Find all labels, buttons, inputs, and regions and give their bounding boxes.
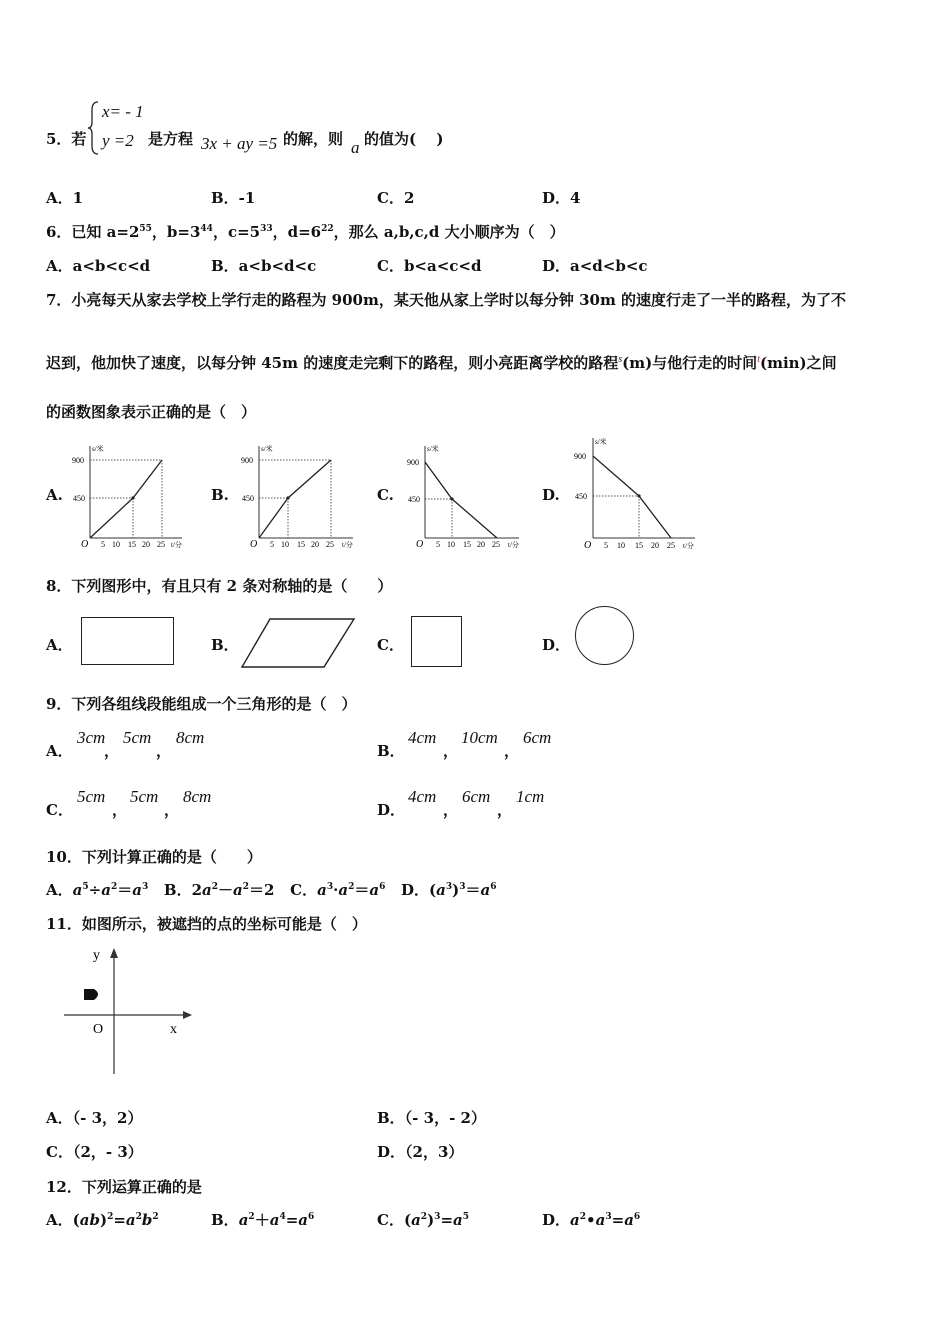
q8-option-a-label[interactable]: A． [46, 636, 73, 654]
q9-question: 9．下列各组线段能组成一个三角形的是（ ） [46, 695, 357, 713]
svg-text:10: 10 [617, 541, 625, 550]
q10-question: 10．下列计算正确的是（ ） [46, 848, 262, 866]
q8-parallelogram-shape[interactable] [240, 617, 358, 669]
q5-mid-text: 是方程 [148, 130, 194, 148]
svg-text:O: O [250, 539, 258, 550]
svg-text:900: 900 [241, 456, 253, 465]
q5-tail-text: 的值为( ) [364, 130, 444, 148]
svg-text:10: 10 [112, 540, 120, 549]
svg-text:15: 15 [297, 540, 305, 549]
svg-text:5: 5 [101, 540, 105, 549]
q10-option-c[interactable]: C．$a^3\cdot a^2=a^6$ [290, 881, 386, 899]
q6-question: 6．已知 $a=2^{55}$，$b=3^{44}$，$c=5^{33}$，$d=6^{22}$，那么 a,b,c,d 大小顺序为（ ） [46, 223, 565, 241]
svg-text:s/米: s/米 [92, 445, 104, 453]
q11-hidden-point-blot [84, 989, 98, 1000]
q11-option-b[interactable]: B．（- 3，- 2） [377, 1109, 486, 1127]
q7-option-c-label[interactable]: C. [377, 486, 394, 504]
svg-text:20: 20 [311, 540, 319, 549]
svg-text:s/米: s/米 [427, 445, 439, 453]
q6-option-c[interactable]: C．b<a<c<d [377, 257, 482, 275]
svg-text:t/分: t/分 [171, 541, 182, 549]
q8-circle-shape[interactable] [575, 606, 634, 665]
q5-post-text: 的解，则 [283, 130, 344, 148]
q11-coordinate-figure [60, 942, 200, 1078]
q11-option-c[interactable]: C．（2，- 3） [46, 1143, 143, 1161]
svg-text:10: 10 [281, 540, 289, 549]
q6-option-b[interactable]: B．a<b<d<c [211, 257, 317, 275]
svg-text:450: 450 [242, 494, 254, 503]
q11-option-d[interactable]: D．（2，3） [377, 1143, 464, 1161]
q7-graph-c[interactable] [405, 440, 529, 552]
q9-option-c[interactable]: C． 5cm ， 5cm ， 8cm [46, 787, 212, 819]
svg-text:25: 25 [157, 540, 165, 549]
q5-system-line1: x= - 1 [102, 102, 144, 121]
svg-text:x: x [170, 1022, 177, 1037]
q7-graph-a[interactable] [70, 440, 190, 552]
svg-text:20: 20 [651, 541, 659, 550]
q7-option-a-label[interactable]: A. [46, 486, 63, 504]
svg-text:450: 450 [408, 495, 420, 504]
q7-graph-b[interactable] [239, 440, 363, 552]
svg-text:t/分: t/分 [508, 541, 519, 549]
q8-question: 8．下列图形中，有且只有 2 条对称轴的是（ ） [46, 577, 393, 595]
svg-text:20: 20 [477, 540, 485, 549]
q8-option-c-label[interactable]: C． [377, 636, 404, 654]
q5-number: 5．若 [46, 130, 87, 148]
q12-option-b[interactable]: B．$a^2+a^4=a^6$ [211, 1211, 315, 1229]
q7-line3: 的函数图象表示正确的是（ ） [46, 403, 257, 421]
q5-option-d[interactable]: D．4 [542, 189, 581, 207]
svg-text:t/分: t/分 [342, 541, 353, 549]
q12-option-a[interactable]: A．$(ab)^2=a^2b^2$ [46, 1211, 159, 1229]
q5-brace [88, 100, 100, 156]
q7-line2: 迟到，他加快了速度，以每分钟 45m 的速度走完剩下的路程，则小亮距离学校的路程$^s$(m)与他行走的时间$^t$(min)之间 [46, 354, 837, 372]
q6-option-a[interactable]: A．a<b<c<d [46, 257, 151, 275]
q6-option-d[interactable]: D．a<d<b<c [542, 257, 648, 275]
svg-text:900: 900 [574, 452, 586, 461]
svg-text:15: 15 [128, 540, 136, 549]
svg-text:t/分: t/分 [683, 542, 694, 550]
q7-option-b-label[interactable]: B. [211, 486, 229, 504]
svg-text:5: 5 [436, 540, 440, 549]
svg-text:10: 10 [447, 540, 455, 549]
q10-options-row [46, 879, 497, 900]
svg-text:O: O [416, 539, 424, 550]
q7-graph-d[interactable] [573, 434, 709, 552]
svg-text:O: O [81, 539, 89, 550]
q5-option-a[interactable]: A．1 [46, 189, 84, 207]
q7-option-d-label[interactable]: D. [542, 486, 560, 504]
q11-question: 11．如图所示，被遮挡的点的坐标可能是（ ） [46, 915, 367, 933]
svg-text:15: 15 [635, 541, 643, 550]
q8-square-shape[interactable] [411, 616, 462, 667]
q8-option-d-label[interactable]: D． [542, 636, 571, 654]
q5-equation: 3x + ay =5 [201, 134, 278, 153]
q5-var-a: a [351, 138, 360, 157]
q10-option-b[interactable]: B．$2a^2-a^2=2$ [163, 881, 275, 899]
q12-option-d[interactable]: D．$a^2•a^3=a^6$ [542, 1211, 641, 1229]
q9-option-a[interactable]: A． 3cm ， 5cm ， 8cm [46, 728, 205, 760]
svg-text:450: 450 [575, 492, 587, 501]
q5-option-b[interactable]: B．-1 [211, 189, 256, 207]
svg-text:450: 450 [73, 494, 85, 503]
svg-text:s/米: s/米 [261, 445, 273, 453]
svg-text:15: 15 [463, 540, 471, 549]
svg-text:20: 20 [142, 540, 150, 549]
q12-question: 12．下列运算正确的是 [46, 1178, 202, 1196]
q5-system-line2: y =2 [102, 131, 134, 150]
q10-option-a[interactable]: A．$a^5\div a^2=a^3$ [46, 881, 149, 899]
svg-text:O: O [584, 540, 592, 551]
q9-option-d[interactable]: D． 4cm ， 6cm ， 1cm [377, 787, 545, 819]
svg-text:y: y [93, 948, 100, 963]
svg-text:900: 900 [72, 456, 84, 465]
q7-line1: 7．小亮每天从家去学校上学行走的路程为 900m，某天他从家上学时以每分钟 30m 的速度行走了一半的路程，为了不 [46, 291, 847, 309]
q10-option-d[interactable]: D．$(a^3)^3=a^6$ [401, 881, 497, 899]
q8-option-b-label[interactable]: B． [211, 636, 239, 654]
q5-option-c[interactable]: C．2 [377, 189, 415, 207]
svg-text:5: 5 [604, 541, 608, 550]
q8-rectangle-shape[interactable] [81, 617, 174, 665]
svg-text:s/米: s/米 [595, 438, 607, 446]
svg-text:O: O [93, 1022, 104, 1037]
svg-text:5: 5 [270, 540, 274, 549]
q12-option-c[interactable]: C．$(a^2)^3=a^5$ [377, 1211, 470, 1229]
q9-option-b[interactable]: B． 4cm ， 10cm ， 6cm [377, 728, 552, 760]
svg-text:25: 25 [492, 540, 500, 549]
svg-text:25: 25 [326, 540, 334, 549]
q11-option-a[interactable]: A．（- 3，2） [46, 1109, 143, 1127]
svg-text:900: 900 [407, 458, 419, 467]
svg-text:25: 25 [667, 541, 675, 550]
